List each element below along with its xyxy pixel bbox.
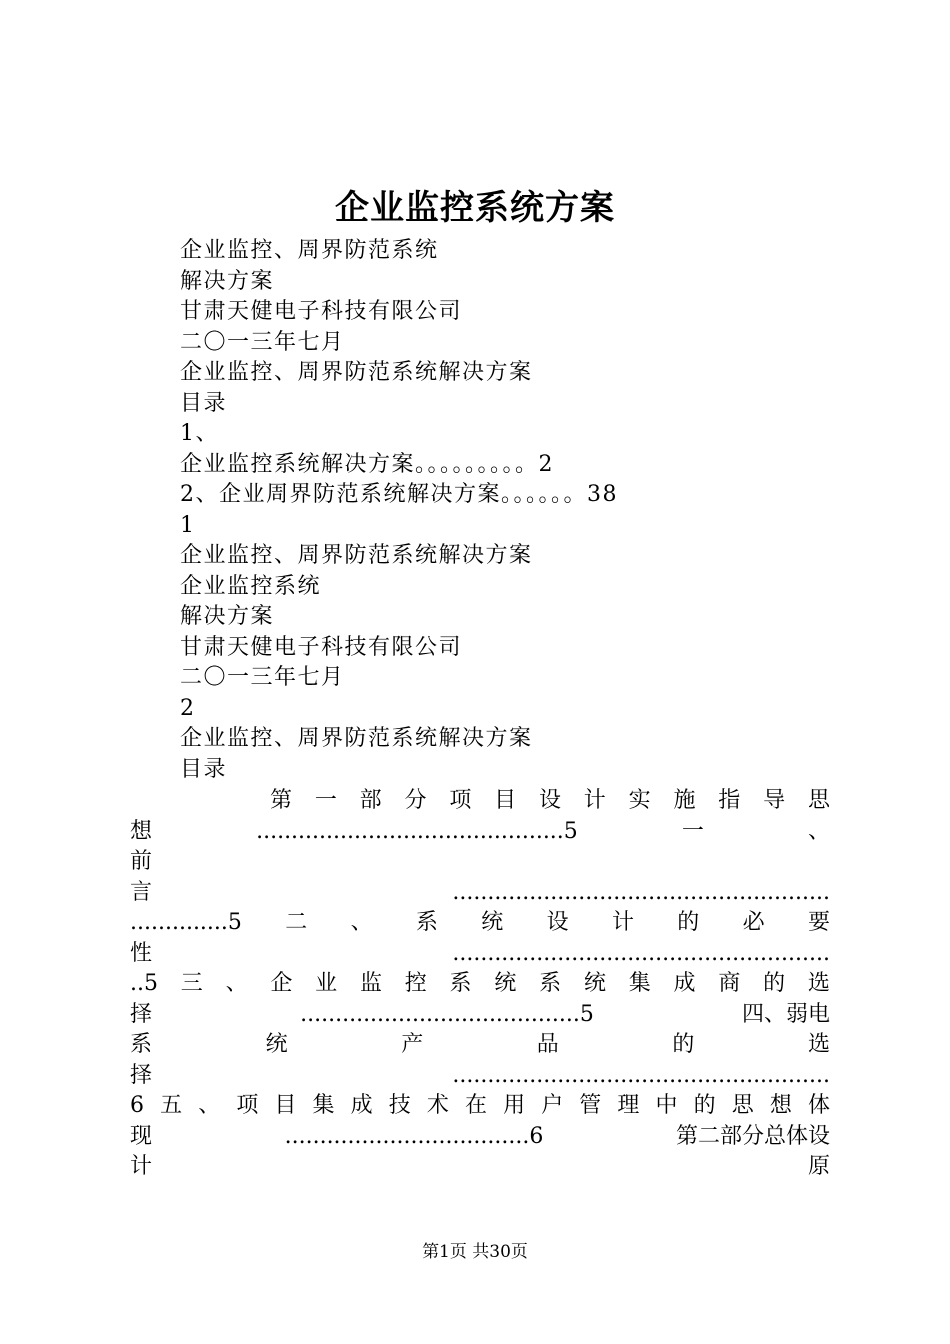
toc-text: 管 <box>579 1093 602 1118</box>
body-line: 1 <box>180 512 196 538</box>
toc-text: 统 <box>494 971 517 996</box>
toc-line <box>130 1152 830 1183</box>
toc-line <box>130 1061 830 1092</box>
toc-text: 四、弱电 <box>741 1001 830 1027</box>
toc-line <box>130 1030 830 1061</box>
toc-text: 思 <box>731 1093 754 1118</box>
body-line: 二〇一三年七月 <box>180 329 345 355</box>
toc-text: 前 <box>130 849 153 874</box>
toc-text: 必 <box>742 910 765 935</box>
table-of-contents <box>130 786 830 1183</box>
toc-text: 一 <box>314 788 337 813</box>
toc-text: 、 <box>807 818 830 844</box>
body-line: 企业监控、周界防范系统解决方案 <box>180 726 533 751</box>
toc-line <box>130 847 830 878</box>
toc-text: 、 <box>350 910 373 935</box>
toc-text: 6 <box>130 1093 144 1118</box>
toc-text: 要 <box>807 910 830 935</box>
toc-text: 成 <box>673 971 696 996</box>
toc-text: 设 <box>538 788 561 813</box>
toc-text: 监 <box>359 971 382 996</box>
body-line: 1、 <box>180 421 219 446</box>
body-line: 企业监控、周界防范系统解决方案 <box>180 360 533 385</box>
body-line: 解决方案 <box>180 268 275 294</box>
document-body <box>180 236 840 785</box>
toc-text: 商 <box>718 971 741 996</box>
body-line: 目录 <box>180 756 228 782</box>
toc-text: 选 <box>807 1032 830 1057</box>
toc-line <box>130 1000 830 1031</box>
toc-text: 术 <box>426 1093 449 1118</box>
toc-text: 第二部分总体设 <box>675 1123 830 1149</box>
page-footer: 第1页 共30页 <box>422 1242 528 1262</box>
toc-text: 现 <box>130 1123 153 1149</box>
body-line: 企业监控、周界防范系统解决方案 <box>180 543 533 568</box>
toc-text: 施 <box>673 788 696 813</box>
toc-text: ...................................................... <box>452 1062 830 1088</box>
body-line: 2、企业周界防范系统解决方案。。。。。。38 <box>180 482 618 507</box>
toc-text: 品 <box>536 1032 559 1057</box>
toc-text: 导 <box>763 788 786 813</box>
body-line: 企业监控系统 <box>180 573 322 599</box>
toc-text: 统 <box>265 1032 288 1057</box>
toc-text: 第 <box>270 788 293 813</box>
toc-text: 系 <box>539 971 562 996</box>
toc-text: 五 <box>160 1093 183 1118</box>
toc-line <box>130 786 830 817</box>
toc-text: 原 <box>807 1154 830 1179</box>
toc-text: 计 <box>130 1154 153 1179</box>
body-line: 甘肃天健电子科技有限公司 <box>180 634 463 660</box>
toc-text: 用 <box>503 1093 526 1118</box>
toc-text: 一 <box>681 818 704 844</box>
toc-text: ............................................5 <box>256 818 578 844</box>
toc-text: 的 <box>693 1093 716 1118</box>
toc-text: 思 <box>807 788 830 813</box>
toc-text: 目 <box>494 788 517 813</box>
toc-line <box>130 878 830 909</box>
toc-text: 三 <box>180 971 203 996</box>
toc-text: ..5 <box>130 971 158 996</box>
toc-text: 技 <box>388 1093 411 1118</box>
toc-text: 的 <box>677 910 700 935</box>
toc-text: 分 <box>404 788 427 813</box>
toc-line <box>130 969 830 1000</box>
toc-text: 择 <box>130 1062 153 1088</box>
toc-text: 、 <box>225 971 248 996</box>
toc-text: 项 <box>236 1093 259 1118</box>
toc-text: 系 <box>415 910 438 935</box>
toc-text: ...................................................... <box>452 879 830 905</box>
toc-text: 、 <box>198 1093 221 1118</box>
body-line: 解决方案 <box>180 604 275 629</box>
toc-text: 系 <box>130 1032 153 1057</box>
toc-text: 计 <box>611 910 634 935</box>
toc-text: 言 <box>130 879 153 905</box>
toc-text: 控 <box>404 971 427 996</box>
toc-text: 统 <box>481 910 504 935</box>
toc-line <box>130 1091 830 1122</box>
toc-text: 在 <box>464 1093 487 1118</box>
body-line: 企业监控系统解决方案。。。。。。。。。2 <box>180 451 554 477</box>
toc-text: 中 <box>655 1093 678 1118</box>
toc-text: 系 <box>449 971 472 996</box>
toc-text: 户 <box>541 1093 564 1118</box>
toc-text: 择 <box>130 1001 153 1027</box>
toc-text: 想 <box>130 818 153 844</box>
toc-text: ..............5 <box>130 910 242 935</box>
toc-text: 选 <box>807 971 830 996</box>
toc-text: 想 <box>769 1093 792 1118</box>
toc-text: 的 <box>763 971 786 996</box>
body-line: 2 <box>180 695 196 721</box>
toc-text: 目 <box>274 1093 297 1118</box>
document-title: 企业监控系统方案 <box>335 188 615 228</box>
toc-text: 集 <box>628 971 651 996</box>
toc-text: 计 <box>583 788 606 813</box>
toc-line <box>130 939 830 970</box>
toc-line <box>130 817 830 848</box>
body-line: 目录 <box>180 390 228 416</box>
toc-text: 集 <box>312 1093 335 1118</box>
toc-text: 的 <box>672 1032 695 1057</box>
toc-text: 理 <box>617 1093 640 1118</box>
toc-text: ...................................................... <box>452 940 830 966</box>
toc-text: 业 <box>315 971 338 996</box>
toc-text: 项 <box>449 788 472 813</box>
toc-text: 二 <box>285 910 308 935</box>
toc-text: 设 <box>546 910 569 935</box>
toc-text: 企 <box>270 971 293 996</box>
toc-text: 成 <box>350 1093 373 1118</box>
body-line: 企业监控、周界防范系统 <box>180 238 439 263</box>
toc-text: 体 <box>807 1093 830 1118</box>
toc-text: 指 <box>718 788 741 813</box>
toc-text: 产 <box>401 1032 424 1057</box>
toc-text: ...................................6 <box>284 1123 544 1149</box>
toc-text: 实 <box>628 788 651 813</box>
toc-text: 性 <box>130 940 153 966</box>
body-line: 二〇一三年七月 <box>180 665 345 690</box>
body-line: 甘肃天健电子科技有限公司 <box>180 299 463 324</box>
toc-text: 部 <box>359 788 382 813</box>
toc-line <box>130 908 830 939</box>
toc-text: ........................................5 <box>300 1001 594 1027</box>
toc-text: 统 <box>583 971 606 996</box>
toc-line <box>130 1122 830 1153</box>
